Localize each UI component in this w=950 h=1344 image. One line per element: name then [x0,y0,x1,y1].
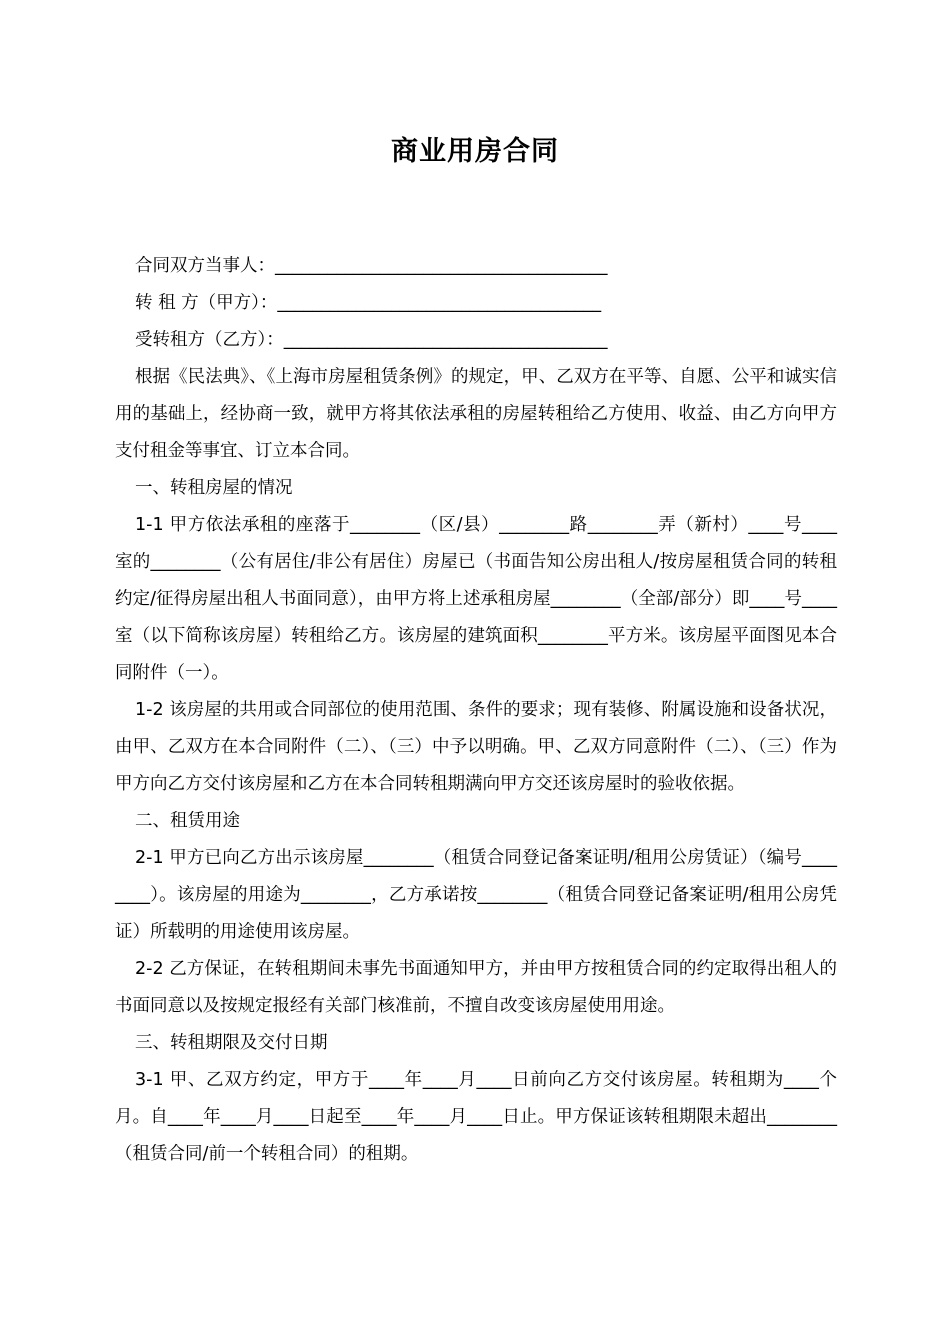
document-body [115,248,837,1173]
intro-paragraph: 根据《民法典》、《上海市房屋租赁条例》的规定，甲、乙双方在平等、自愿、公平和诚实信用的基础上，经协商一致，就甲方将其依法承租的房屋转租给乙方使用、收益、由乙方向甲方支付租金等事宜、订立本合同。 [115,367,837,461]
clause-2-2: 2-2 乙方保证，在转租期间未事先书面通知甲方，并由甲方按租赁合同的约定取得出租人的书面同意以及按规定报经有关部门核准前，不擅自改变该房屋使用用途。 [115,959,837,1016]
section-heading-1: 一、转租房屋的情况 [135,478,293,498]
section-heading-2: 二、租赁用途 [135,811,240,831]
sublessor-line: 转 租 方（甲方）：_____________________________________ [135,293,602,313]
section-heading-3: 三、转租期限及交付日期 [135,1033,328,1053]
clause-3-1: 3-1 甲、乙双方约定，甲方于____年____月____日前向乙方交付该房屋。转租期为____个月。自____年____月____日起至____年____月____日止。甲方保证该转租期限未超出________（租赁合同/前一个转租合同）的租期。 [115,1070,837,1164]
both-parties-line: 合同双方当事人：______________________________________ [135,256,608,276]
sublessee-line: 受转租方（乙方）：_____________________________________ [135,330,608,350]
document-title: 商业用房合同 [391,136,559,167]
clause-1-1: 1-1 甲方依法承租的座落于________（区/县）________路________弄（新村）____号____室的________（公有居住/非公有居住）房屋已（书面告知公房出租人/按房屋租赁合同的转租约定/征得房屋出租人书面同意），由甲方将上述承租房屋________（全部/部分）即____号____室（以下简称该房屋）转租给乙方。该房屋的建筑面积________平方米。该房屋平面图见本合同附件（一）。 [115,515,837,683]
clause-1-2: 1-2 该房屋的共用或合同部位的使用范围、条件的要求；现有装修、附属设施和设备状况，由甲、乙双方在本合同附件（二）、（三）中予以明确。甲、乙双方同意附件（二）、（三）作为甲方向乙方交付该房屋和乙方在本合同转租期满向甲方交还该房屋时的验收依据。 [115,700,837,794]
clause-2-1: 2-1 甲方已向乙方出示该房屋________（租赁合同登记备案证明/租用公房赁证）（编号________）。该房屋的用途为________，乙方承诺按________（租赁合同登记备案证明/租用公房凭证）所载明的用途使用该房屋。 [115,848,837,942]
